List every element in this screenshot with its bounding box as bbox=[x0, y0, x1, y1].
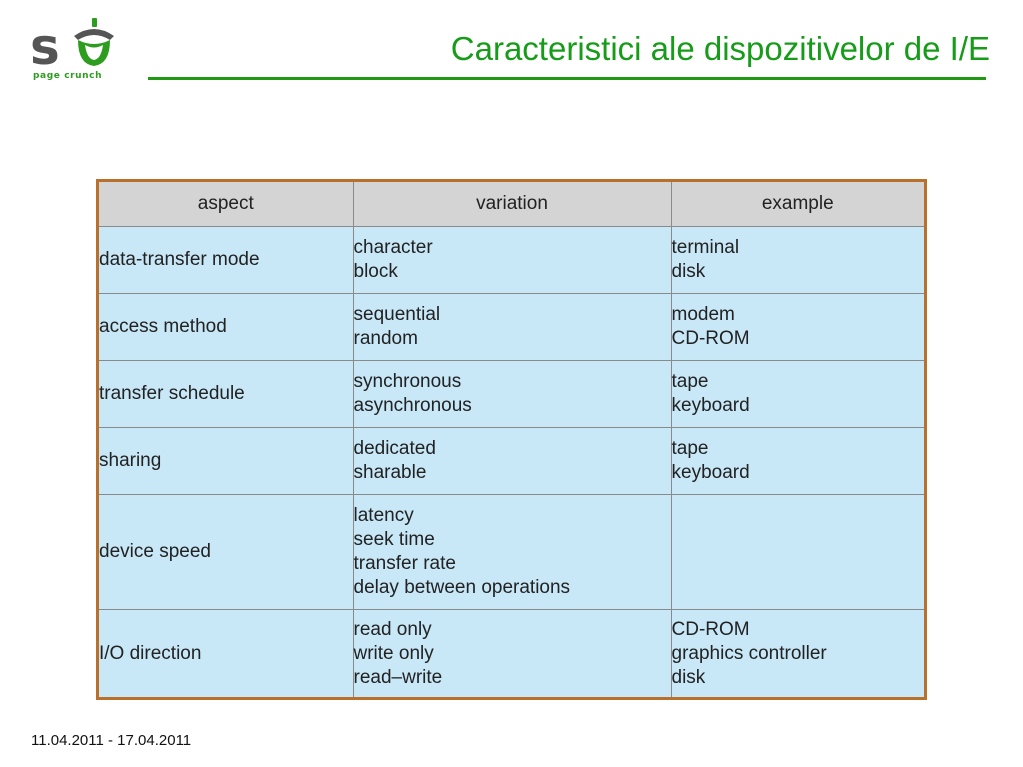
example-item: tape bbox=[671, 438, 709, 459]
variation-item: character bbox=[353, 237, 433, 258]
variation-item: write only bbox=[353, 642, 434, 664]
example-item: keyboard bbox=[671, 395, 750, 416]
table-row bbox=[99, 495, 924, 610]
example-item: disk bbox=[671, 261, 706, 282]
variation-item: latency bbox=[353, 505, 414, 526]
date-range-footer: 11.04.2011 - 17.04.2011 bbox=[31, 732, 192, 749]
example-item: tape bbox=[671, 371, 709, 392]
aspect-cell: access method bbox=[99, 294, 353, 361]
acorn-logo-icon bbox=[28, 14, 120, 70]
example-cell bbox=[671, 428, 924, 495]
example-cell bbox=[671, 294, 924, 361]
example-item: keyboard bbox=[671, 462, 750, 483]
table-row bbox=[99, 610, 924, 698]
aspect-cell: transfer schedule bbox=[99, 361, 353, 428]
column-header-aspect: aspect bbox=[99, 182, 353, 227]
example-cell bbox=[671, 361, 924, 428]
table-row bbox=[99, 361, 924, 428]
aspect-cell: I/O direction bbox=[99, 610, 353, 698]
variation-item: delay between operations bbox=[353, 577, 571, 598]
table-row bbox=[99, 294, 924, 361]
table-header-row bbox=[99, 182, 924, 227]
svg-text:s: s bbox=[30, 18, 60, 70]
example-cell bbox=[671, 610, 924, 698]
variation-cell bbox=[353, 294, 671, 361]
table-row bbox=[99, 428, 924, 495]
io-characteristics-table bbox=[99, 182, 924, 697]
variation-item: dedicated bbox=[353, 438, 436, 459]
example-cell bbox=[671, 227, 924, 294]
column-header-variation: variation bbox=[353, 182, 671, 227]
page-title: Caracteristici ale dispozitivelor de I/E bbox=[450, 30, 990, 67]
variation-item: read–write bbox=[353, 666, 443, 688]
column-header-example: example bbox=[671, 182, 924, 227]
variation-item: seek time bbox=[353, 529, 435, 550]
variation-cell bbox=[353, 428, 671, 495]
io-characteristics-table-frame bbox=[96, 179, 927, 700]
variation-cell bbox=[353, 227, 671, 294]
variation-item: asynchronous bbox=[353, 395, 472, 416]
aspect-cell: device speed bbox=[99, 495, 353, 610]
example-item: modem bbox=[671, 304, 735, 325]
logo-caption: page crunch bbox=[33, 71, 103, 81]
variation-item: synchronous bbox=[353, 371, 462, 392]
variation-cell bbox=[353, 361, 671, 428]
aspect-cell: data-transfer mode bbox=[99, 227, 353, 294]
variation-item: sharable bbox=[353, 462, 427, 483]
example-item: CD-ROM bbox=[671, 618, 750, 640]
variation-item: sequential bbox=[353, 304, 441, 325]
variation-item: random bbox=[353, 328, 418, 349]
example-item: disk bbox=[671, 666, 706, 688]
example-item: CD-ROM bbox=[671, 328, 750, 349]
variation-cell bbox=[353, 610, 671, 698]
example-item: terminal bbox=[671, 237, 740, 258]
variation-cell bbox=[353, 495, 671, 610]
example-item: graphics controller bbox=[671, 642, 827, 664]
variation-item: transfer rate bbox=[353, 553, 456, 574]
table-row bbox=[99, 227, 924, 294]
title-divider bbox=[148, 77, 986, 80]
variation-item: block bbox=[353, 261, 398, 282]
example-cell bbox=[671, 495, 924, 610]
aspect-cell: sharing bbox=[99, 428, 353, 495]
variation-item: read only bbox=[353, 618, 432, 640]
